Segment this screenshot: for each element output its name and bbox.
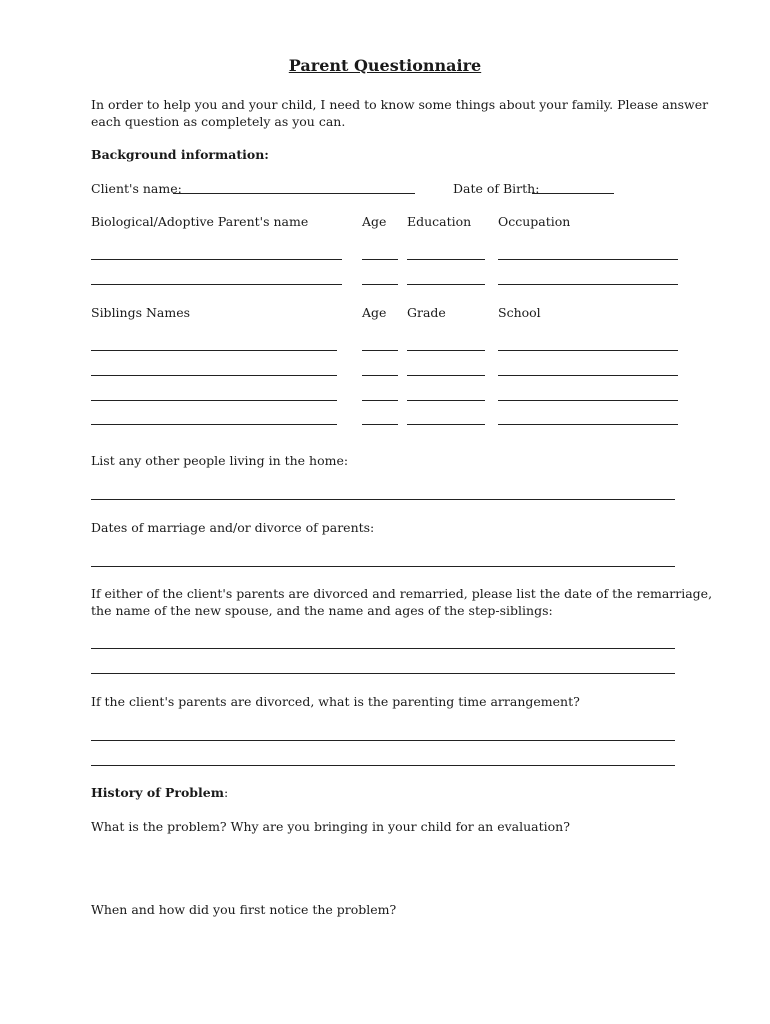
- sibling-school-field[interactable]: [498, 400, 678, 401]
- parents-age-header: Age: [362, 214, 387, 229]
- sibling-name-field[interactable]: [91, 400, 337, 401]
- marriage-dates-question: Dates of marriage and/or divorce of parents:: [91, 520, 375, 535]
- sibling-school-field[interactable]: [498, 375, 678, 376]
- sibling-name-field[interactable]: [91, 375, 337, 376]
- parent-name-field[interactable]: [91, 259, 342, 260]
- other-people-question: List any other people living in the home:: [91, 453, 349, 468]
- history-heading-colon: :: [223, 785, 229, 800]
- parent-education-field[interactable]: [407, 259, 485, 260]
- sibling-school-field[interactable]: [498, 424, 678, 425]
- parent-age-field[interactable]: [362, 259, 398, 260]
- page-title: Parent Questionnaire: [288, 56, 482, 75]
- sibling-age-field[interactable]: [362, 350, 398, 351]
- client-name-label: Client's name:: [91, 181, 182, 196]
- sibling-age-field[interactable]: [362, 424, 398, 425]
- intro-line-1: In order to help you and your child, I need to know some things about your family. Please answer: [91, 97, 709, 112]
- sibling-grade-field[interactable]: [407, 424, 485, 425]
- parents-occupation-header: Occupation: [498, 214, 571, 229]
- dob-label: Date of Birth:: [453, 181, 540, 196]
- parenting-time-field[interactable]: [91, 740, 675, 741]
- remarriage-question-line-1: If either of the client's parents are divorced and remarried, please list the date of the remarriage,: [91, 586, 713, 601]
- sibling-age-field[interactable]: [362, 375, 398, 376]
- dob-field[interactable]: [532, 193, 614, 194]
- intro-line-2: each question as completely as you can.: [91, 114, 346, 129]
- other-people-field[interactable]: [91, 499, 675, 500]
- history-heading-row: [91, 784, 228, 801]
- parent-education-field[interactable]: [407, 284, 485, 285]
- sibling-school-field[interactable]: [498, 350, 678, 351]
- siblings-name-header: Siblings Names: [91, 305, 191, 320]
- history-question-1: What is the problem? Why are you bringing in your child for an evaluation?: [91, 819, 570, 834]
- parents-education-header: Education: [407, 214, 472, 229]
- marriage-dates-field[interactable]: [91, 566, 675, 567]
- parent-name-field[interactable]: [91, 284, 342, 285]
- history-question-2: When and how did you first notice the problem?: [91, 902, 397, 917]
- sibling-age-field[interactable]: [362, 400, 398, 401]
- remarriage-field[interactable]: [91, 673, 675, 674]
- siblings-school-header: School: [498, 305, 541, 320]
- sibling-grade-field[interactable]: [407, 375, 485, 376]
- parent-occupation-field[interactable]: [498, 284, 678, 285]
- parenting-time-question: If the client's parents are divorced, what is the parenting time arrangement?: [91, 694, 580, 709]
- sibling-name-field[interactable]: [91, 424, 337, 425]
- parenting-time-field[interactable]: [91, 765, 675, 766]
- sibling-name-field[interactable]: [91, 350, 337, 351]
- remarriage-field[interactable]: [91, 648, 675, 649]
- parent-age-field[interactable]: [362, 284, 398, 285]
- siblings-grade-header: Grade: [407, 305, 446, 320]
- sibling-grade-field[interactable]: [407, 400, 485, 401]
- history-heading: History of Problem: [91, 785, 224, 800]
- parents-name-header: Biological/Adoptive Parent's name: [91, 214, 309, 229]
- sibling-grade-field[interactable]: [407, 350, 485, 351]
- background-heading: Background information:: [91, 147, 269, 162]
- client-name-field[interactable]: [173, 193, 415, 194]
- remarriage-question-line-2: the name of the new spouse, and the name and ages of the step-siblings:: [91, 603, 553, 618]
- siblings-age-header: Age: [362, 305, 387, 320]
- parent-occupation-field[interactable]: [498, 259, 678, 260]
